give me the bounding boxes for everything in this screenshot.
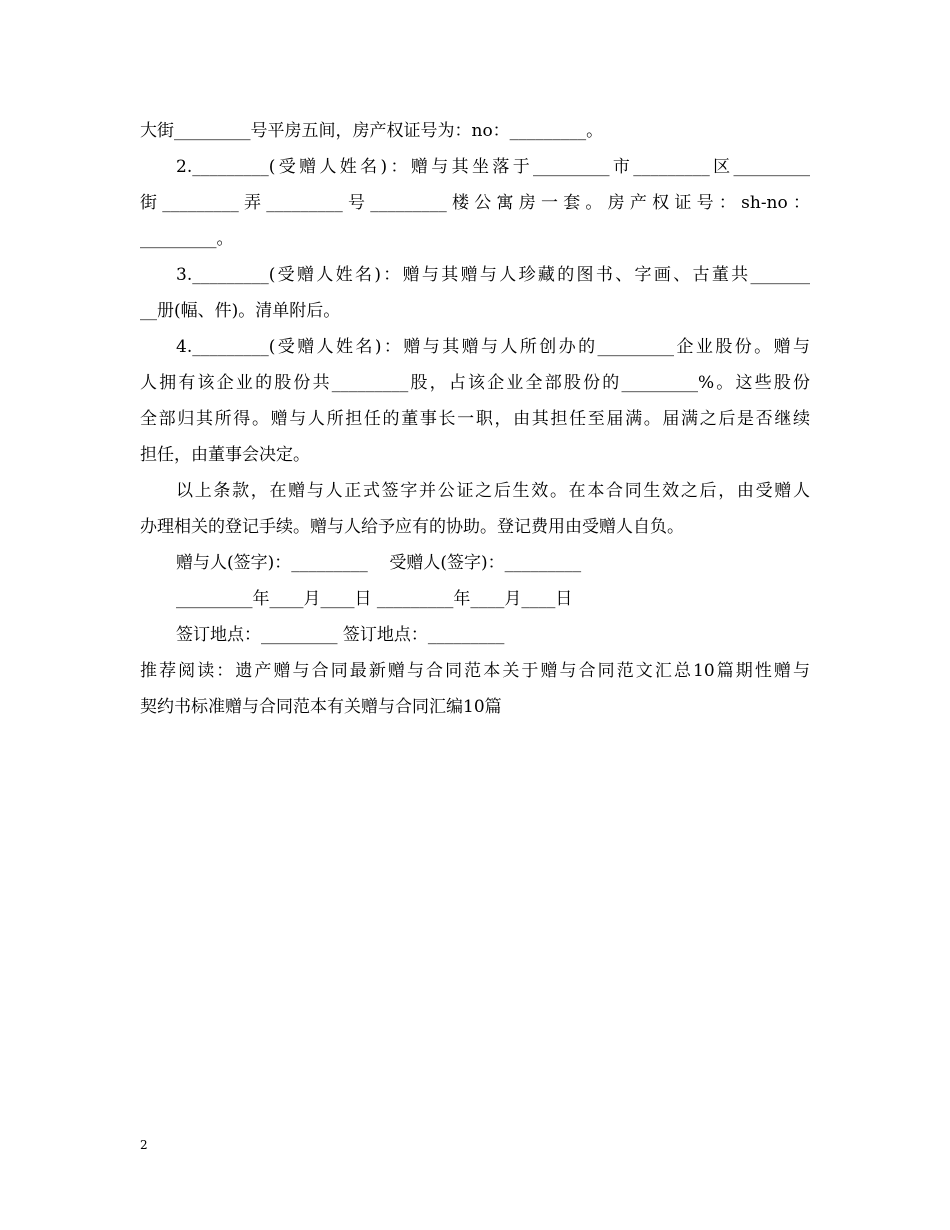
- signing-place-line: 签订地点：_________ 签订地点：_________: [176, 625, 505, 645]
- date-line: _________年____月____日 _________年____月____日: [176, 589, 573, 609]
- recommended-reading-line-1: 推荐阅读：遗产赠与合同最新赠与合同范本关于赠与合同范文汇总10篇期性赠与: [140, 661, 810, 681]
- text-line-1: 大街_________号平房五间，房产权证号为：no：_________。: [140, 121, 604, 141]
- effect-paragraph-line-2: 办理相关的登记手续。赠与人给予应有的协助。登记费用由受赠人自负。: [140, 517, 684, 537]
- page-number: 2: [140, 1138, 148, 1152]
- clause-4-line-3: 全部归其所得。赠与人所担任的董事长一职，由其担任至届满。届满之后是否继续: [140, 409, 810, 429]
- clause-2-line-1: 2._________(受赠人姓名)：赠与其坐落于_________市_________区_________: [176, 157, 810, 177]
- clause-4-line-1: 4._________(受赠人姓名)：赠与其赠与人所创办的_________企业股份。赠与: [176, 337, 810, 357]
- recommended-reading-line-2: 契约书标准赠与合同范本有关赠与合同汇编10篇: [140, 697, 502, 717]
- clause-2-line-2: 街_________弄_________号_________楼公寓房一套。房产权证号：sh-no：: [140, 193, 810, 213]
- effect-paragraph-line-1: 以上条款，在赠与人正式签字并公证之后生效。在本合同生效之后，由受赠人: [176, 481, 810, 501]
- signature-line: 赠与人(签字)：_________ 受赠人(签字)：_________: [176, 553, 582, 573]
- clause-4-line-4: 担任，由董事会决定。: [140, 445, 310, 465]
- clause-3-line-2: __册(幅、件)。清单附后。: [140, 301, 341, 321]
- clause-2-line-3: _________。: [140, 229, 234, 249]
- clause-3-line-1: 3._________(受赠人姓名)：赠与其赠与人珍藏的图书、字画、古董共_______: [176, 265, 810, 285]
- clause-4-line-2: 人拥有该企业的股份共_________股，占该企业全部股份的_________%。这些股份: [140, 373, 810, 393]
